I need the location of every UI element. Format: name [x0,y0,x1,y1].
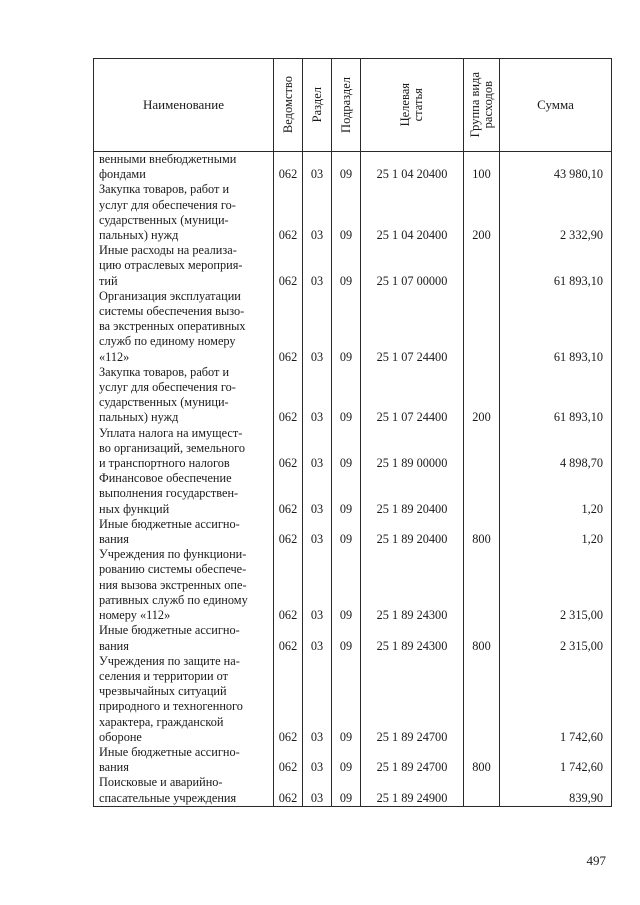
table-row [94,243,612,289]
cell-name: Иные бюджетные ассигно- вания [94,623,274,653]
cell-name: венными внебюджетными фондами [94,152,274,183]
cell-razdel: 03 [303,775,332,806]
table-row [94,426,612,472]
header-podrazdel [332,59,361,152]
cell-vedomstvo: 062 [274,745,303,775]
header-gruppa-label: Группа вида расходов [467,72,495,138]
cell-vedomstvo: 062 [274,471,303,517]
table-row [94,623,612,653]
cell-summa: 2 332,90 [500,182,612,243]
cell-razdel: 03 [303,654,332,745]
cell-celevaya: 25 1 89 20400 [361,517,464,547]
page-number: 497 [586,853,606,868]
cell-summa: 61 893,10 [500,243,612,289]
cell-summa: 1,20 [500,471,612,517]
cell-vedomstvo: 062 [274,365,303,426]
table-row [94,517,612,547]
cell-summa: 1 742,60 [500,654,612,745]
cell-podrazdel: 09 [332,517,361,547]
cell-podrazdel: 09 [332,775,361,806]
cell-razdel: 03 [303,745,332,775]
header-name: Наименование [94,59,274,152]
table-row [94,654,612,745]
cell-podrazdel: 09 [332,243,361,289]
cell-razdel: 03 [303,623,332,653]
cell-summa: 2 315,00 [500,547,612,623]
cell-gruppa [464,654,500,745]
cell-celevaya: 25 1 89 24300 [361,623,464,653]
cell-razdel: 03 [303,426,332,472]
cell-name: Иные расходы на реализа- цию отраслевых мероприя- тий [94,243,274,289]
cell-podrazdel: 09 [332,365,361,426]
cell-name: Учреждения по функциони- рованию системы обеспече- ния вызова экстренных опе- ративных служб по единому номеру «112» [94,547,274,623]
cell-celevaya: 25 1 07 24400 [361,289,464,365]
cell-podrazdel: 09 [332,289,361,365]
table-header [94,59,612,152]
header-razdel-label: Раздел [309,87,324,123]
cell-gruppa: 100 [464,152,500,183]
cell-summa: 839,90 [500,775,612,806]
table-row [94,775,612,806]
cell-gruppa [464,471,500,517]
cell-vedomstvo: 062 [274,152,303,183]
cell-summa: 43 980,10 [500,152,612,183]
cell-vedomstvo: 062 [274,623,303,653]
cell-name: Иные бюджетные ассигно- вания [94,517,274,547]
header-razdel [303,59,332,152]
header-vedomstvo [274,59,303,152]
table-row [94,289,612,365]
cell-podrazdel: 09 [332,745,361,775]
cell-gruppa [464,243,500,289]
cell-summa: 4 898,70 [500,426,612,472]
cell-gruppa: 800 [464,517,500,547]
cell-razdel: 03 [303,547,332,623]
cell-gruppa: 800 [464,623,500,653]
header-vedomstvo-label: Ведомство [280,76,295,134]
cell-gruppa: 800 [464,745,500,775]
cell-vedomstvo: 062 [274,547,303,623]
cell-name: Финансовое обеспечение выполнения государствен- ных функций [94,471,274,517]
cell-celevaya: 25 1 07 00000 [361,243,464,289]
cell-celevaya: 25 1 89 00000 [361,426,464,472]
cell-vedomstvo: 062 [274,289,303,365]
cell-celevaya: 25 1 89 24700 [361,745,464,775]
header-gruppa [464,59,500,152]
table-row [94,547,612,623]
header-summa: Сумма [500,59,612,152]
cell-razdel: 03 [303,243,332,289]
table-row [94,182,612,243]
cell-podrazdel: 09 [332,623,361,653]
cell-podrazdel: 09 [332,152,361,183]
cell-name: Иные бюджетные ассигно- вания [94,745,274,775]
cell-celevaya: 25 1 04 20400 [361,182,464,243]
cell-gruppa: 200 [464,365,500,426]
cell-vedomstvo: 062 [274,182,303,243]
table-row [94,365,612,426]
cell-vedomstvo: 062 [274,517,303,547]
cell-podrazdel: 09 [332,471,361,517]
cell-celevaya: 25 1 04 20400 [361,152,464,183]
cell-gruppa [464,775,500,806]
cell-name: Поисковые и аварийно- спасательные учреждения [94,775,274,806]
cell-celevaya: 25 1 07 24400 [361,365,464,426]
cell-summa: 2 315,00 [500,623,612,653]
cell-vedomstvo: 062 [274,426,303,472]
cell-podrazdel: 09 [332,547,361,623]
cell-razdel: 03 [303,517,332,547]
cell-razdel: 03 [303,152,332,183]
cell-summa: 61 893,10 [500,365,612,426]
cell-celevaya: 25 1 89 24300 [361,547,464,623]
header-celevaya [361,59,464,152]
cell-summa: 1 742,60 [500,745,612,775]
cell-podrazdel: 09 [332,182,361,243]
cell-gruppa [464,547,500,623]
cell-celevaya: 25 1 89 24700 [361,654,464,745]
cell-razdel: 03 [303,289,332,365]
cell-vedomstvo: 062 [274,243,303,289]
cell-name: Уплата налога на имущест- во организаций, земельного и транспортного налогов [94,426,274,472]
cell-name: Закупка товаров, работ и услуг для обеспечения го- сударственных (муници- пальных) нужд [94,365,274,426]
cell-podrazdel: 09 [332,426,361,472]
cell-razdel: 03 [303,471,332,517]
cell-razdel: 03 [303,365,332,426]
cell-gruppa: 200 [464,182,500,243]
cell-name: Учреждения по защите на- селения и территории от чрезвычайных ситуаций природного и техногенного характера, гражданской обороне [94,654,274,745]
cell-podrazdel: 09 [332,654,361,745]
table-row [94,152,612,183]
cell-vedomstvo: 062 [274,775,303,806]
header-podrazdel-label: Подраздел [338,77,353,133]
cell-celevaya: 25 1 89 24900 [361,775,464,806]
budget-table [93,58,612,807]
cell-name: Закупка товаров, работ и услуг для обеспечения го- сударственных (муници- пальных) нужд [94,182,274,243]
cell-celevaya: 25 1 89 20400 [361,471,464,517]
cell-vedomstvo: 062 [274,654,303,745]
table-row [94,745,612,775]
header-celevaya-label: Целевая статья [398,83,425,127]
cell-name: Организация эксплуатации системы обеспечения вызо- ва экстренных оперативных служб по единому номеру «112» [94,289,274,365]
cell-gruppa [464,426,500,472]
table-row [94,471,612,517]
table-body [94,152,612,807]
cell-gruppa [464,289,500,365]
cell-summa: 1,20 [500,517,612,547]
cell-summa: 61 893,10 [500,289,612,365]
cell-razdel: 03 [303,182,332,243]
